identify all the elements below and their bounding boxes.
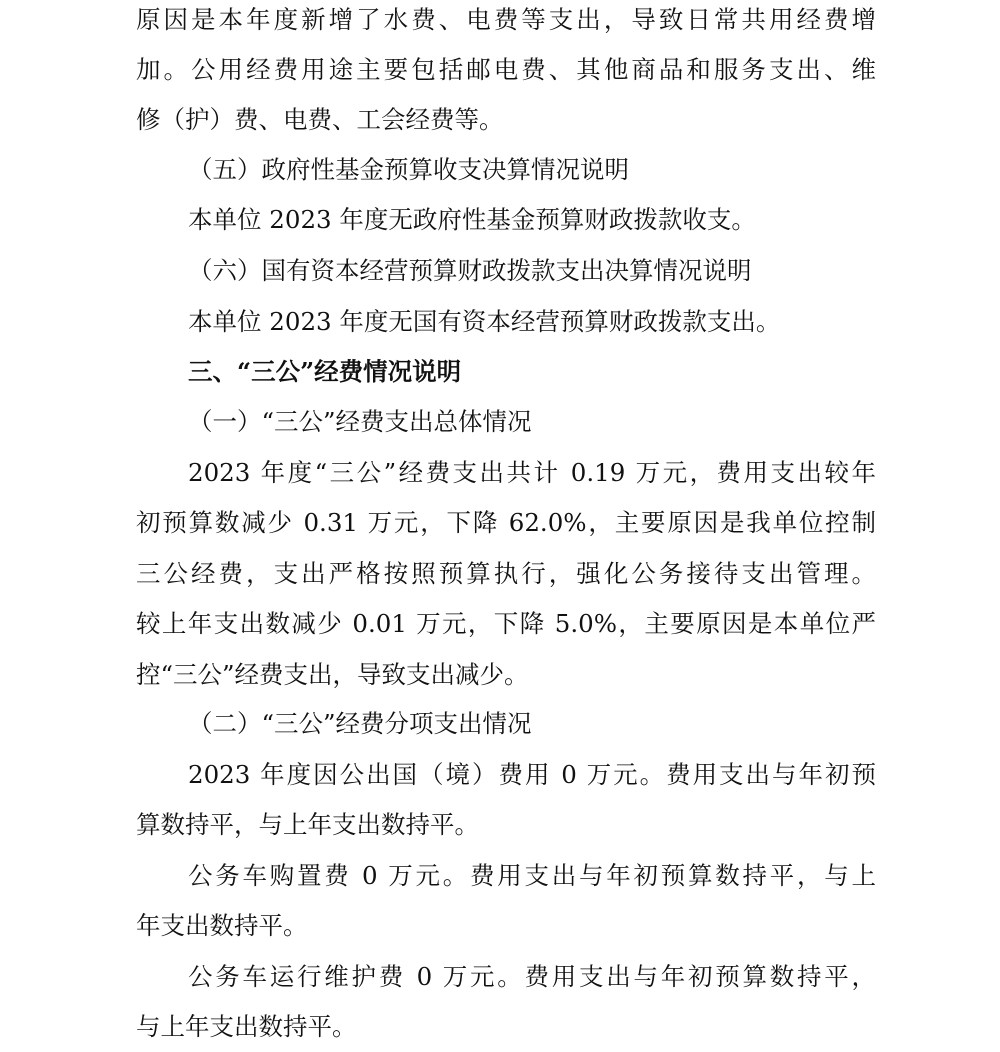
paragraph-line: 公务车购置费 0 万元。费用支出与年初预算数持平，与上: [188, 861, 876, 890]
paragraph-line: 2023 年度因公出国（境）费用 0 万元。费用支出与年初预: [188, 760, 876, 789]
paragraph-line: 2023 年度“三公”经费支出共计 0.19 万元，费用支出较年: [188, 458, 876, 487]
paragraph-line: 公务车运行维护费 0 万元。费用支出与年初预算数持平，: [188, 962, 876, 991]
paragraph-line: 修（护）费、电费、工会经费等。: [136, 105, 504, 134]
chapter-heading-3: 三、“三公”经费情况说明: [188, 357, 462, 386]
paragraph-line: 本单位 2023 年度无国有资本经营预算财政拨款支出。: [188, 307, 781, 336]
paragraph-line: 较上年支出数减少 0.01 万元，下降 5.0%，主要原因是本单位严: [136, 609, 876, 638]
section-heading-1: （一）“三公”经费支出总体情况: [188, 407, 532, 436]
paragraph-line: 本单位 2023 年度无政府性基金预算财政拨款收支。: [188, 205, 756, 234]
paragraph-line: 控“三公”经费支出，导致支出减少。: [136, 660, 529, 689]
section-heading-2: （二）“三公”经费分项支出情况: [188, 709, 532, 738]
paragraph-line: 三公经费，支出严格按照预算执行，强化公务接待支出管理。: [136, 559, 876, 588]
section-heading-5: （五）政府性基金预算收支决算情况说明: [188, 155, 629, 184]
paragraph-line: 年支出数持平。: [136, 911, 308, 940]
paragraph-line: 原因是本年度新增了水费、电费等支出，导致日常共用经费增: [136, 5, 876, 34]
paragraph-line: 与上年支出数持平。: [136, 1012, 357, 1041]
paragraph-line: 加。公用经费用途主要包括邮电费、其他商品和服务支出、维: [136, 55, 876, 84]
paragraph-line: 算数持平，与上年支出数持平。: [136, 810, 479, 839]
paragraph-line: 初预算数减少 0.31 万元，下降 62.0%，主要原因是我单位控制: [136, 508, 876, 537]
section-heading-6: （六）国有资本经营预算财政拨款支出决算情况说明: [188, 256, 752, 285]
